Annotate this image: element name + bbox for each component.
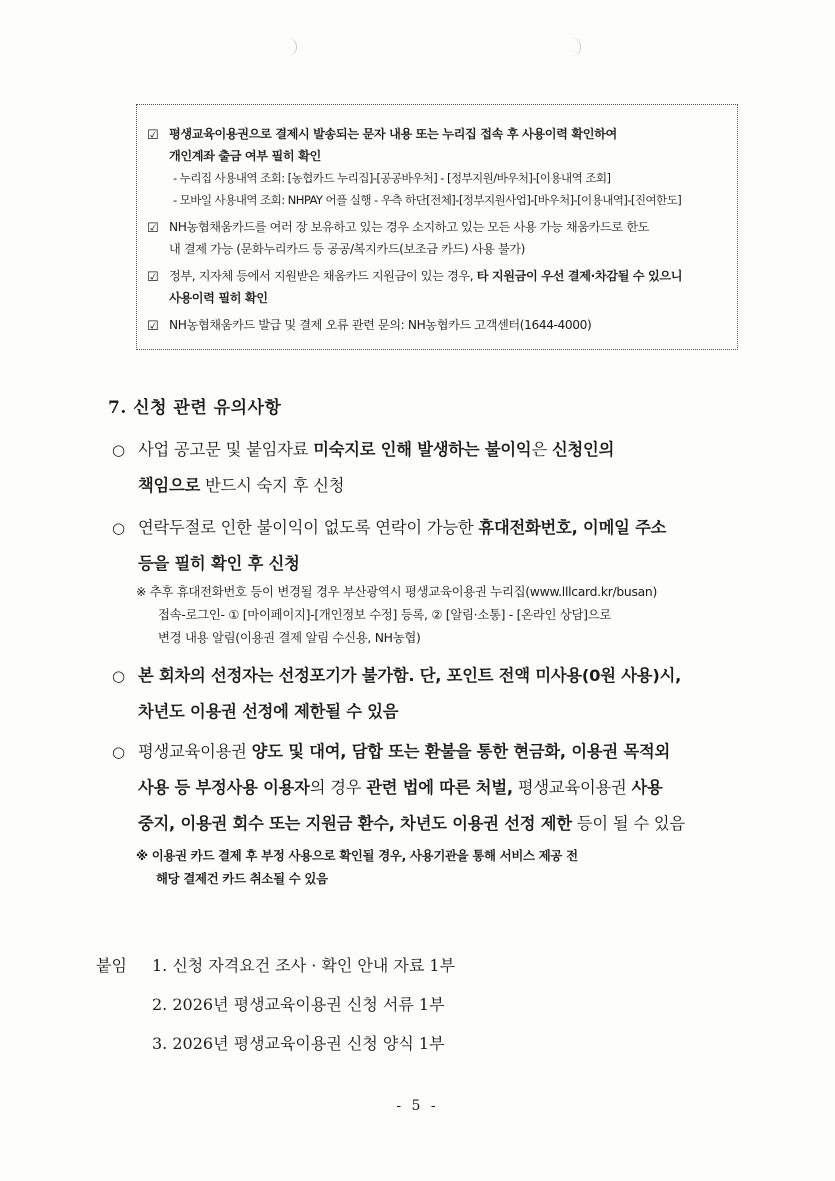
notice-item <box>147 216 729 260</box>
notice-text-bold: 타 지원금이 우선 결제·차감될 수 있으니 <box>476 269 683 283</box>
attachment-item: 2. 2026년 평생교육이용권 신청 서류 1부 <box>152 995 445 1014</box>
note-line: 해당 결제건 카드 취소될 수 있음 <box>156 871 328 886</box>
notice-text: NH농협채움카드 발급 및 결제 오류 관련 문의: NH농협카드 고객센터(1644-4000) <box>169 318 592 332</box>
text-bold: 사용 등 부정사용 이용자 <box>138 778 310 797</box>
binder-hole-mark <box>566 38 581 56</box>
note <box>136 580 657 649</box>
notice-text-bold: 사용이력 필히 확인 <box>169 291 268 305</box>
text-bold: 사용 <box>631 778 663 797</box>
bullet-icon: ○ <box>112 667 125 685</box>
bullet-icon: ○ <box>112 743 125 761</box>
paragraph-item <box>112 510 752 582</box>
paragraph-item <box>112 432 752 504</box>
checkbox-icon: ☑ <box>147 319 159 334</box>
binder-hole-mark <box>282 38 297 56</box>
notice-text: 내 결제 가능 (문화누리카드 등 공공/복지카드(보조금 카드) 사용 불가) <box>169 242 525 256</box>
paragraph-item <box>112 734 752 842</box>
checkbox-icon: ☑ <box>147 221 159 236</box>
attachments <box>96 946 455 1063</box>
paragraph-item <box>112 658 752 730</box>
note-line: 변경 내용 알림(이용권 결제 알림 수신용, NH농협) <box>158 630 421 645</box>
text-bold: 본 회차의 선정자는 선정포기가 불가함. 단, 포인트 전액 미사용(0원 사용)시, <box>138 666 682 685</box>
text: 의 경우 <box>309 778 367 797</box>
notice-text: NH농협채움카드를 여러 장 보유하고 있는 경우 소지하고 있는 모든 사용 가능 채움카드로 한도 <box>169 220 649 234</box>
checkbox-icon: ☑ <box>147 128 159 143</box>
note-line: ※ 이용권 카드 결제 후 부정 사용으로 확인될 경우, 사용기관을 통해 서비스 제공 전 <box>136 848 578 863</box>
section-title: 7. 신청 관련 유의사항 <box>108 398 282 418</box>
notice-text: 정부, 지자체 등에서 지원받은 채움카드 지원금이 있는 경우, <box>169 269 477 283</box>
text-bold: 차년도 이용권 선정에 제한될 수 있음 <box>138 702 399 721</box>
notice-text: 평생교육이용권으로 결제시 발송되는 문자 내용 또는 누리집 접속 후 사용이력 확인하여 <box>169 127 617 141</box>
notice-item <box>147 265 729 309</box>
text-bold: 관련 법에 따른 처벌, <box>366 778 513 797</box>
text-bold: 책임으로 <box>138 476 201 495</box>
note-line: 접속-로그인- ① [마이페이지]-[개인정보 수정] 등록, ② [알림·소통] - [온라인 상담]으로 <box>158 607 612 622</box>
note <box>136 844 578 890</box>
page-number: - 5 - <box>396 1098 439 1114</box>
notice-item <box>147 314 729 336</box>
text-bold: 중지, 이용권 회수 또는 지원금 환수, 차년도 이용권 선정 제한 <box>138 814 572 833</box>
text-bold: 양도 및 대여, 담합 또는 환불을 통한 현금화, 이용권 목적외 <box>251 742 670 761</box>
text: 은 <box>531 440 552 459</box>
notice-subtext: - 누리집 사용내역 조회: [농협카드 누리집]-[공공바우처] - [정부지원/바우처]-[이용내역 조회] <box>173 171 611 185</box>
text: 평생교육이용권 <box>512 778 632 797</box>
bullet-icon: ○ <box>112 519 125 537</box>
notice-box <box>136 104 738 350</box>
text: 반드시 숙지 후 신청 <box>200 476 345 495</box>
text-bold: 신청인의 <box>551 440 615 459</box>
text-bold: 휴대전화번호, 이메일 주소 <box>478 518 667 537</box>
text: 평생교육이용권 <box>138 742 252 761</box>
attachment-item: 1. 신청 자격요건 조사 · 확인 안내 자료 1부 <box>152 956 456 975</box>
attachment-item: 3. 2026년 평생교육이용권 신청 양식 1부 <box>152 1034 445 1053</box>
notice-item <box>147 123 729 211</box>
notice-subtext: - 모바일 사용내역 조회: NHPAY 어플 실행 - 우측 하단[전체]-[정부지원사업]-[바우처]-[이용내역]-[진여한도] <box>173 193 682 207</box>
text: 사업 공고문 및 붙임자료 <box>138 440 314 459</box>
text: 등이 될 수 있음 <box>571 814 685 833</box>
notice-text: 개인계좌 출금 여부 필히 확인 <box>169 149 321 163</box>
bullet-icon: ○ <box>112 441 125 459</box>
text: 연락두절로 인한 불이익이 없도록 연락이 가능한 <box>138 518 479 537</box>
text-bold: 미숙지로 인해 발생하는 불이익 <box>313 440 532 459</box>
note-line: ※ 추후 휴대전화번호 등이 변경될 경우 부산광역시 평생교육이용권 누리집(www.lllcard.kr/busan) <box>136 584 658 599</box>
text-bold: 등을 필히 확인 후 신청 <box>138 554 300 573</box>
checkbox-icon: ☑ <box>147 270 159 285</box>
attachments-label: 붙임 <box>96 956 127 975</box>
